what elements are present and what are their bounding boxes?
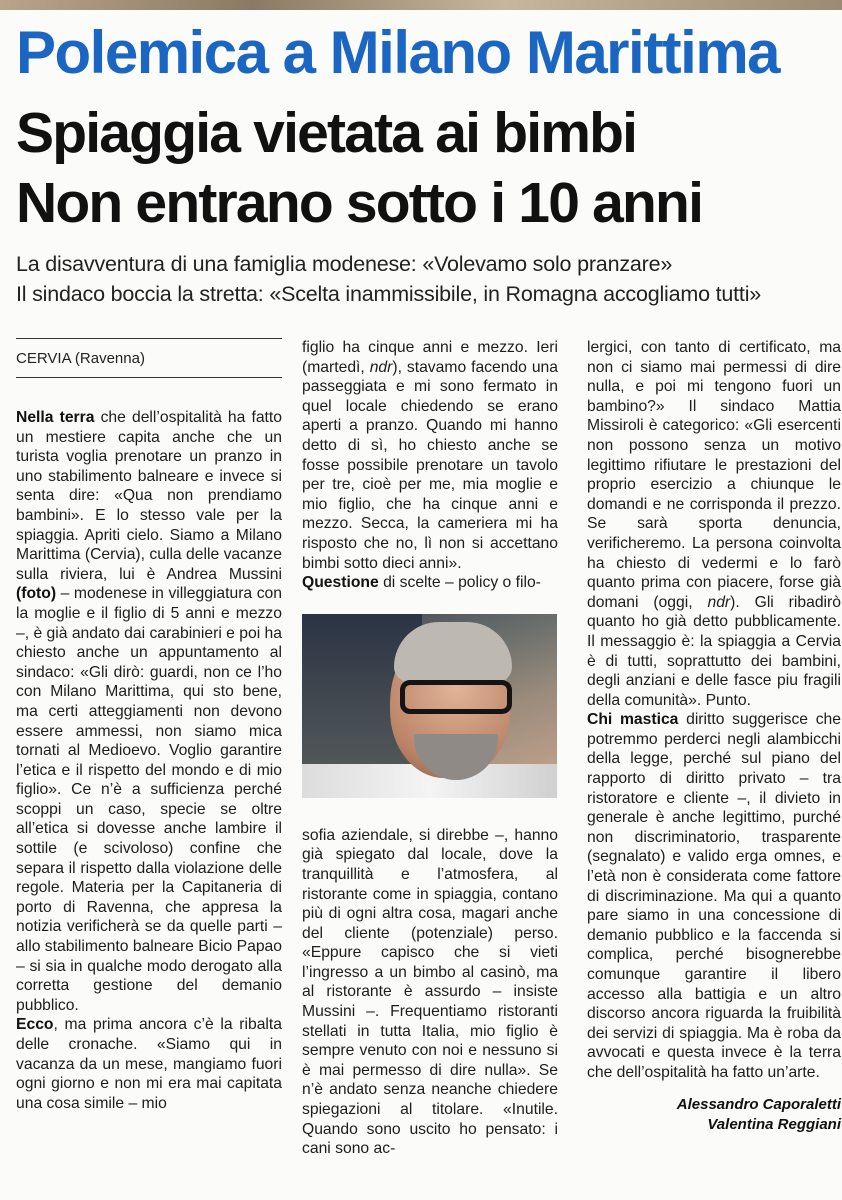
paragraph-text: figlio ha cinque anni e mezzo. Ieri (martedì, bbox=[302, 339, 558, 376]
paragraph-text: , ma prima ancora c’è la ribalta delle cronache. «Siamo qui in vacanza da un mese, mangiamo fuori ogni giorno e non mi era mai capitata una cosa simile – mio bbox=[16, 1016, 282, 1112]
paragraph bbox=[587, 710, 841, 1082]
ndr-note: ndr bbox=[707, 593, 731, 611]
kicker: Polemica a Milano Marittima bbox=[16, 19, 780, 86]
article-column-2 bbox=[302, 338, 558, 1159]
paragraph-text: lergici, con tanto di certificato, ma non ci siamo mai permessi di dire nulla, e poi mi tengono fuori un bambino?» Il sindaco Mattia Missiroli è categorico: «Gli esercenti non possono senza un motivo legittimo rifiutare le prestazioni del proprio esercizio a chiunque le domandi e ne corrisponda il prezzo. Se sarà sporta denuncia, verificheremo. La persona coinvolta ha chiesto di vedermi e lo farò quanto prima con piacere, forse già domani (oggi, bbox=[587, 339, 841, 611]
photo-hair bbox=[394, 622, 512, 682]
ndr-note: ndr bbox=[369, 358, 393, 376]
paragraph-text: diritto suggerisce che potremmo perderci negli alambicchi della legge, perché sul piano del rapporto di diritto privato – tra ristoratore e cliente –, il divieto in generale è anche legittimo, purché non discriminatorio, trasparente (segnalato) e valido erga omnes, e l’età non è considerata come fattore di discriminazione. Ma qui a quanto pare siamo in una concessione di demanio pubblico e la faccenda si complica, perché bisognerebbe comunque garantire il libero accesso alla battigia e un altro discorso ancora riguarda la fruibilità dei servizi di spiaggia. Ma è roba da avvocati e questa invece è la terra che dell’ospitalità ha fatto un’arte. bbox=[587, 711, 842, 1081]
paragraph-lead: Chi mastica bbox=[587, 711, 679, 729]
paragraph bbox=[302, 826, 558, 1159]
author-name: Alessandro Caporaletti bbox=[676, 1095, 841, 1113]
paragraph bbox=[16, 1015, 282, 1113]
paragraph-lead: Ecco bbox=[16, 1016, 54, 1034]
paragraph-lead: Questione bbox=[302, 574, 379, 592]
paragraph-lead: Nella terra bbox=[16, 409, 95, 426]
paragraph bbox=[16, 408, 282, 1015]
top-photo-strip bbox=[0, 0, 842, 10]
article-column-3 bbox=[587, 338, 841, 1135]
paragraph-text: ), stavamo facendo una passeggiata e mi sono fermato in quel locale chiedendo se erano aperti a pranzo. Quando mi hanno detto di sì, ho chiesto anche se fosse possibile prenotare un tavolo per tre, cioè per me, mia moglie e mio figlio, che ha cinque anni e mezzo. Secca, la cameriera mi ha risposto che no, lì non si accettano bimbi sotto dieci anni». bbox=[302, 358, 558, 572]
paragraph-text: che dell’ospitalità ha fatto un mestiere capita anche che un turista voglia prenotare un pranzo in uno stabilimento balneare e invece si senta dire: «Qua non prendiamo bambini». E lo stesso vale per la spiaggia. Apriti cielo. Siamo a Milano Marittima (Cervia), culla delle vacanze sulla riviera, lui è Andrea Mussini bbox=[16, 409, 282, 583]
paragraph-text: ). Gli ribadirò quanto ho già detto pubblicamente. Il messaggio è: la spiaggia a Cervia è di tutti, soprattutto dei bambini, degli anziani e delle fasce piu fragili della comunità». Punto. bbox=[587, 593, 841, 709]
byline bbox=[587, 1095, 841, 1135]
dateline: CERVIA (Ravenna) bbox=[16, 338, 282, 378]
headline-line-2: Non entrano sotto i 10 anni bbox=[16, 171, 703, 235]
photo-reference: (foto) bbox=[16, 585, 57, 603]
author-name: Valentina Reggiani bbox=[707, 1115, 841, 1133]
subhead-line-1: La disavventura di una famiglia modenese: «Volevamo solo pranzare» bbox=[16, 252, 673, 276]
paragraph bbox=[587, 338, 841, 710]
paragraph-text: – modenese in villeggiatura con la moglie e il figlio di 5 anni e mezzo –, è già andato dai carabinieri e poi ha chiesto anche un appuntamento al sindaco: «Gli dirò: guardi, non ce l’ho con Milano Marittima, qui sto bene, ma certi atteggiamenti non devono essere ammessi, non siamo mica tornati al Medioevo. Voglio garantire l’etica e il rispetto del mondo e di mio figlio». Ce n’è a sufficienza perché scoppi un caso, specie se oltre all’etica si dovesse anche lambire il sottile (e scivoloso) confine che separa il rispetto dalla violazione delle regole. Materia per la Capitaneria di porto di Ravenna, che appresa la notizia verificherà se da quelle parti – allo stabilimento balneare Bicio Papao – si sia in qualche modo derogato alla corretta gestione del demanio pubblico. bbox=[16, 585, 283, 1014]
subhead-line-2: Il sindaco boccia la stretta: «Scelta inammissibile, in Romagna accogliamo tutti» bbox=[16, 282, 762, 306]
paragraph-text: sofia aziendale, si direbbe –, hanno già spiegato dal locale, dove la tranquillità e l’atmosfera, al ristorante come in spiaggia, contano più di ogni altra cosa, magari anche del cliente (potenziale) perso. «Eppure capisco che si vieti l’ingresso a un bimbo al casinò, ma al ristorante è assurdo – insiste Mussini –. Frequentiamo ristoranti stellati in tutta Italia, mio figlio è sempre venuto con noi e nessuno si è mai permesso di dire nulla». Se n’è andato senza neanche chiedere spiegazioni al titolare. «Inutile. Quando sono uscito ho pensato: i cani sono ac- bbox=[302, 826, 558, 1158]
portrait-photo bbox=[302, 614, 557, 798]
photo-glasses bbox=[400, 680, 512, 714]
paragraph bbox=[302, 573, 558, 593]
paragraph bbox=[302, 338, 558, 573]
headline-line-1: Spiaggia vietata ai bimbi bbox=[16, 101, 637, 165]
paragraph-text: di scelte – policy o filo- bbox=[378, 574, 541, 592]
article-column-1 bbox=[16, 338, 282, 1113]
